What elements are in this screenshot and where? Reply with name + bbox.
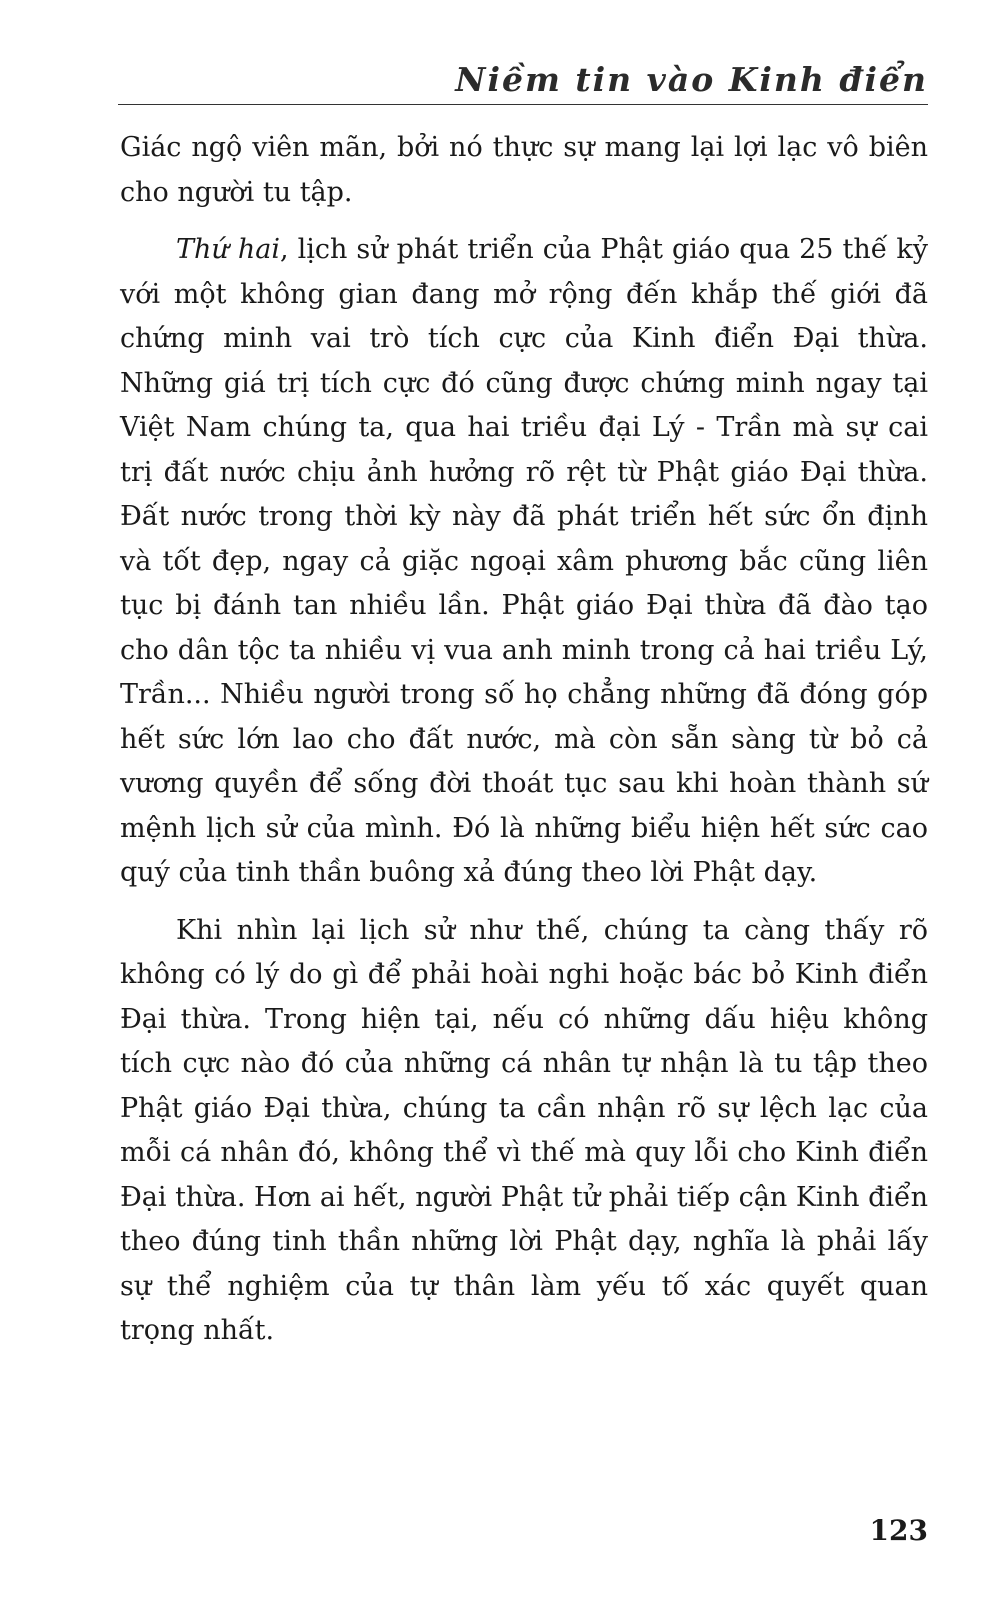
- paragraph-conclusion: [120, 909, 928, 1354]
- paragraph-second-point: [120, 228, 928, 896]
- paragraph-text: Khi nhìn lại lịch sử như thế, chúng ta càng thấy rõ không có lý do gì để phải hoài nghi hoặc bác bỏ Kinh điển Đại thừa. Trong hiện tại, nếu có những dấu hiệu không tích cực nào đó của những cá nhân tự nhận là tu tập theo Phật giáo Đại thừa, chúng ta cần nhận rõ sự lệch lạc của mỗi cá nhân đó, không thể vì thế mà quy lỗi cho Kinh điển Đại thừa. Hơn ai hết, người Phật tử phải tiếp cận Kinh điển theo đúng tinh thần những lời Phật dạy, nghĩa là phải lấy sự thể nghiệm của tự thân làm yếu tố xác quyết quan trọng nhất.: [120, 914, 928, 1346]
- paragraph-continued: [120, 126, 928, 215]
- paragraph-text: Giác ngộ viên mãn, bởi nó thực sự mang lại lợi lạc vô biên cho người tu tập.: [120, 132, 928, 208]
- running-title: Niềm tin vào Kinh điển: [455, 60, 928, 99]
- body-text: [120, 126, 928, 1354]
- running-header: [118, 52, 928, 105]
- paragraph-lead-italic: Thứ hai: [176, 234, 280, 265]
- page-number: 123: [869, 1514, 928, 1547]
- paragraph-text: , lịch sử phát triển của Phật giáo qua 25 thế kỷ với một không gian đang mở rộng đến khắp thế giới đã chứng minh vai trò tích cực của Kinh điển Đại thừa. Những giá trị tích cực đó cũng được chứng minh ngay tại Việt Nam chúng ta, qua hai triều đại Lý - Trần mà sự cai trị đất nước chịu ảnh hưởng rõ rệt từ Phật giáo Đại thừa. Đất nước trong thời kỳ này đã phát triển hết sức ổn định và tốt đẹp, ngay cả giặc ngoại xâm phương bắc cũng liên tục bị đánh tan nhiều lần. Phật giáo Đại thừa đã đào tạo cho dân tộc ta nhiều vị vua anh minh trong cả hai triều Lý, Trần... Nhiều người trong số họ chẳng những đã đóng góp hết sức lớn lao cho đất nước, mà còn sẵn sàng từ bỏ cả vương quyền để sống đời thoát tục sau khi hoàn thành sứ mệnh lịch sử của mình. Đó là những biểu hiện hết sức cao quý của tinh thần buông xả đúng theo lời Phật dạy.: [120, 234, 928, 888]
